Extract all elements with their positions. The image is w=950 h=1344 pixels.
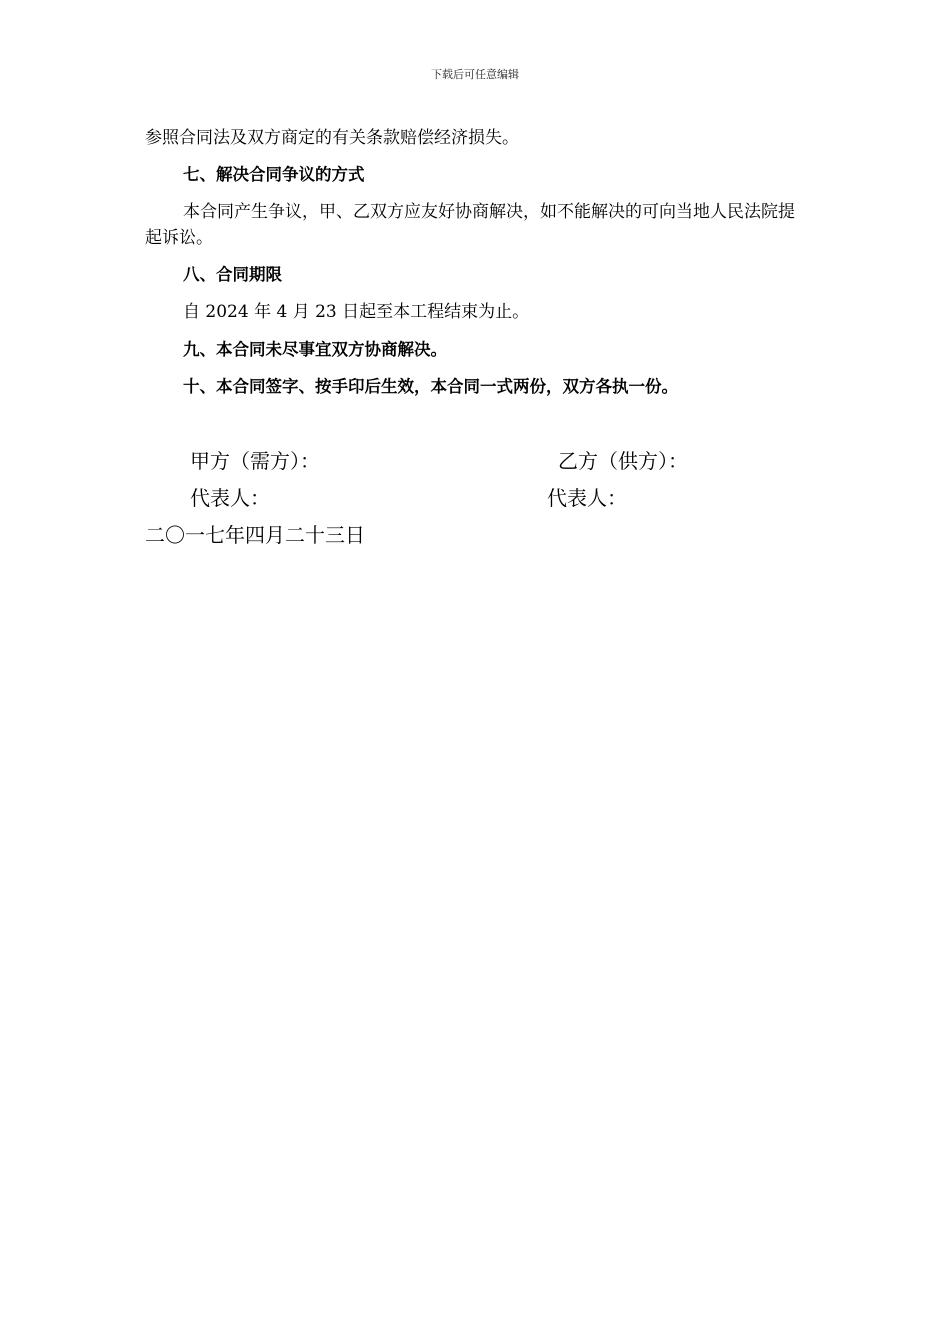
page-header-note: 下载后可任意编辑 [431,68,519,81]
party-b-label: 乙方（供方）： [558,449,688,473]
representative-b-label: 代表人： [547,486,627,510]
representative-a-label: 代表人： [190,486,270,510]
paragraph-contract-term: 自 2024 年 4 月 23 日起至本工程结束为止。 [183,302,530,322]
signing-date: 二〇一七年四月二十三日 [145,523,365,547]
paragraph-dispute-resolution: 本合同产生争议，甲、乙双方应友好协商解决，如不能解决的可向当地人民法院提起诉讼。 [145,202,795,248]
section-heading-7: 七、解决合同争议的方式 [183,165,365,184]
section-heading-8: 八、合同期限 [183,265,282,284]
section-heading-10: 十、本合同签字、按手印后生效，本合同一式两份，双方各执一份。 [183,377,678,396]
section-heading-9: 九、本合同未尽事宜双方协商解决。 [183,340,447,359]
party-a-label: 甲方（需方）： [190,449,320,473]
paragraph-compensation: 参照合同法及双方商定的有关条款赔偿经济损失。 [145,128,519,148]
